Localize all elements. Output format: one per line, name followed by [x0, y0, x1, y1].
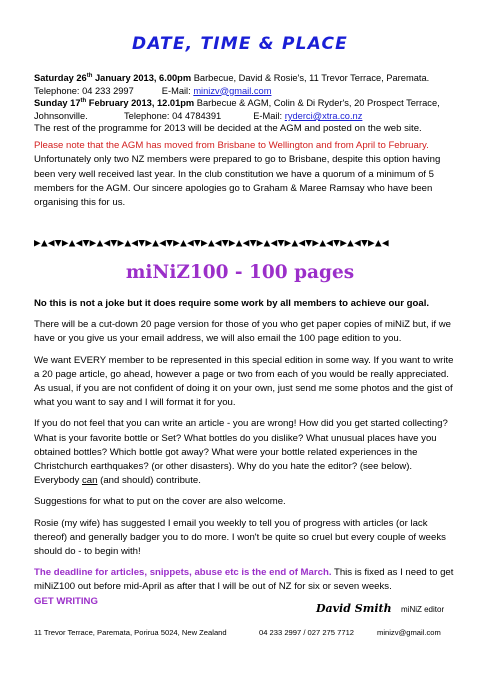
intro-statement: No this is not a joke but it does require some work by all members to achieve our goal. — [34, 298, 430, 309]
svg-text:▶▲◀▼▶▲◀▼▶▲◀▼▶▲◀▼▶▲◀▼▶▲◀▼▶▲◀▼▶▲: ▶▲◀▼▶▲◀▼▶▲◀▼▶▲◀▼▶▲◀▼▶▲◀▼▶▲◀▼▶▲◀▼▶▲◀▼▶▲◀▼▶▲◀▼▶▲◀▼▶▲◀ — [34, 238, 389, 247]
section-heading-date-time-place: DATE, TIME & PLACE — [132, 34, 348, 54]
programme-note: The rest of the programme for 2013 will be decided at the AGM and posted on the web site. — [34, 123, 422, 135]
meetings-section — [34, 72, 454, 211]
paragraph-deadline: The deadline for articles, snippets, abuse etc is the end of March. This is fixed as I need to get miNiZ100 out before mid-April as after that I will be out of NZ for six or seven weeks. — [34, 567, 454, 593]
agm-notice: Please note that the AGM has moved from Brisbane to Wellington and from April to February. — [34, 140, 429, 152]
meeting-saturday: Saturday 26th January 2013, 6.00pm Barbecue, David & Rosie's, 11 Trevor Terrace, Paremata. — [34, 72, 430, 83]
saturday-date: Saturday 26th January 2013, 6.00pm — [34, 72, 192, 83]
paragraph-every-member: We want EVERY member to be represented in this special edition in some way. If you want to write a 20 page article, go ahead, however a page or two from each of you would be really appreciated. As usual, if you are not confident of doing it on your own, just send me some photos and the gist of what you want to say and I will format it for you. — [34, 354, 454, 409]
meeting-sunday-contact: Johnsonville. Telephone: 04 4784391 E-Mail: ryderci@xtra.co.nz — [34, 110, 363, 121]
footer-email: minizv@gmail.com — [377, 628, 441, 637]
meeting-sunday: Sunday 17th February 2013, 12.01pm Barbecue & AGM, Colin & Di Ryder's, 20 Prospect Terrace, — [34, 98, 440, 109]
footer-address: 11 Trevor Terrace, Paremata, Porirua 5024, New Zealand — [34, 628, 227, 637]
get-writing-callout: GET WRITING — [34, 595, 98, 607]
paragraph-cover-suggestions: Suggestions for what to put on the cover are also welcome. — [34, 496, 286, 508]
decorative-triangle-divider — [34, 237, 450, 247]
section-heading-miniz100: miNiZ100 - 100 pages — [125, 262, 355, 283]
agm-explanation: Unfortunately only two NZ members were prepared to go to Brisbane, despite this option having been very well received last year. In the club constitution we have a quorum of a minimum of 5 members for the AGM. Our sincere apologies go to Graham & Maree Ramsay who have been organising this for us. — [34, 154, 441, 209]
paragraph-rosie: Rosie (my wife) has suggested I email you weekly to tell you of progress with articles (or lack thereof) and generally badger you to do more. I won't be quite so cruel but every couple of weeks should do - to begin with! — [34, 517, 446, 558]
miniz100-section — [34, 297, 454, 616]
email-link-ryderci[interactable]: ryderci@xtra.co.nz — [284, 110, 363, 121]
meeting-saturday-contact: Telephone: 04 233 2997 E-Mail: minizv@gmail.com — [34, 85, 272, 96]
paragraph-cutdown-version: There will be a cut-down 20 page version for those of you who get paper copies of miNiZ but, if we have or you give us your email address, we will also email the 100 page edition to you. — [34, 319, 452, 345]
email-link-minizv[interactable]: minizv@gmail.com — [193, 85, 272, 96]
signature-name: David Smith — [316, 602, 392, 615]
footer-phones: 04 233 2997 / 027 275 7712 — [259, 628, 355, 637]
signature-role: miNiZ editor — [401, 605, 445, 614]
sunday-date: Sunday 17th February 2013, 12.01pm — [34, 98, 195, 109]
paragraph-article-ideas: If you do not feel that you can write an article - you are wrong! How did you get started collecting? What is your favorite bottle or Set? What bottles do you dislike? What unusual places have you obtained bottles? Which bottle got away? What were your bottle related experiences in the Christchurch earthquakes? (or other disasters). Why do you hate the editor? (see below). Everybody can (and should) contribute. — [34, 418, 448, 487]
